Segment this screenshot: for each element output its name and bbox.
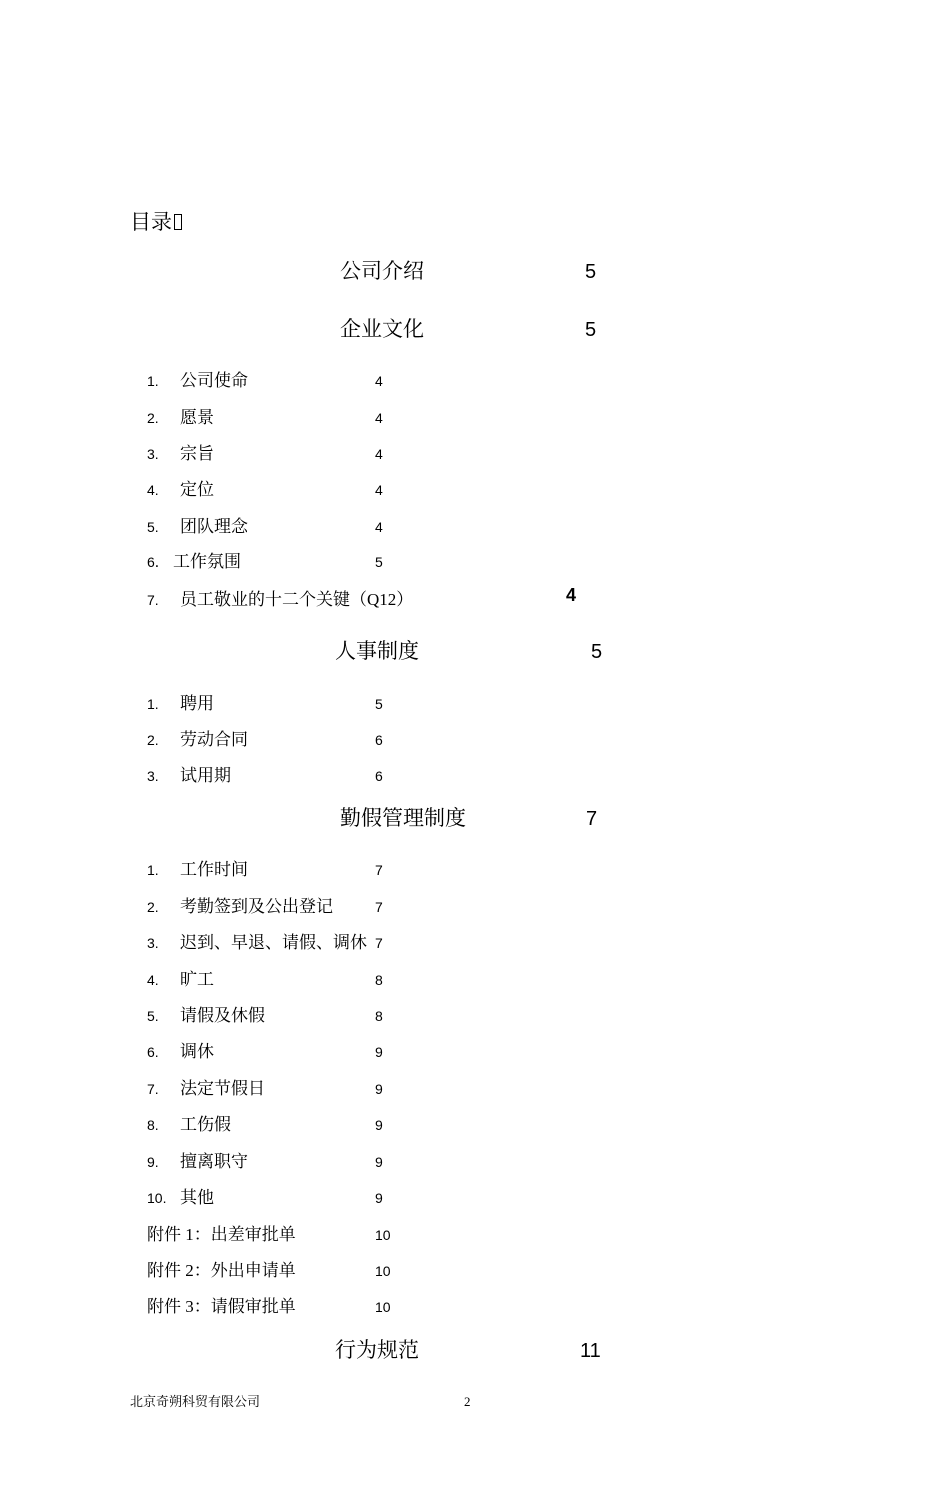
entry-page: 9 [375,1190,383,1206]
entry-label: 团队理念 [180,517,248,536]
toc-entry [0,692,950,716]
entry-page: 4 [566,585,577,605]
toc-entry [0,550,950,574]
toc-entry [0,1077,950,1101]
footer-company: 北京奇朔科贸有限公司 [130,1394,261,1409]
toc-entry [0,764,950,788]
entry-number: 3. [147,768,159,784]
toc-title-text: 目录 [130,210,172,234]
toc-entry [0,728,950,752]
section-title: 公司介绍 [340,260,424,283]
entry-number: 3. [147,935,159,951]
section-heading [0,640,950,664]
entry-label: 试用期 [180,766,231,785]
entry-number: 6． [147,554,169,570]
entry-page: 10 [375,1263,391,1279]
entry-label: 公司使命 [180,371,248,390]
toc-entry [0,1186,950,1210]
entry-label: 员工敬业的十二个关键（Q12） [180,590,414,609]
entry-page: 4 [375,373,383,389]
entry-page: 6 [375,768,383,784]
entry-number: 5. [147,1008,159,1024]
entry-label: 调休 [180,1042,214,1061]
section-heading [0,807,950,831]
entry-page: 4 [375,410,383,426]
entry-number: 4. [147,972,159,988]
entry-page: 4 [375,482,383,498]
toc-entry [0,442,950,466]
entry-number: 5. [147,519,159,535]
entry-number: 2. [147,732,159,748]
toc-entry [0,1113,950,1137]
entry-number: 3. [147,446,159,462]
entry-page: 10 [375,1299,391,1315]
entry-number: 2. [147,899,159,915]
toc-entry [0,931,950,955]
toc-entry [0,858,950,882]
section-page: 7 [586,808,598,830]
section-heading [0,260,950,284]
section-title: 企业文化 [340,318,424,341]
entry-number: 8. [147,1117,159,1133]
entry-page: 6 [375,732,383,748]
page-footer [0,1390,950,1414]
entry-page: 10 [375,1227,391,1243]
entry-label: 附件 2：外出申请单 [147,1261,296,1280]
section-page: 5 [591,641,603,663]
entry-page: 5 [375,696,383,712]
entry-label: 迟到、早退、请假、调休 [180,933,367,952]
section-title: 行为规范 [335,1339,419,1362]
entry-page: 9 [375,1154,383,1170]
entry-page: 5 [375,554,383,570]
entry-label: 法定节假日 [180,1079,265,1098]
entry-label: 工伤假 [180,1115,231,1134]
entry-number: 7. [147,1081,159,1097]
entry-page: 4 [375,446,383,462]
toc-entry [0,478,950,502]
entry-page: 7 [375,935,383,951]
entry-page: 9 [375,1044,383,1060]
entry-label: 工作氛围 [173,552,241,571]
section-heading [0,1339,950,1363]
toc-entry [0,406,950,430]
footer-page-number: 2 [464,1394,471,1409]
entry-number: 6. [147,1044,159,1060]
entry-label: 擅离职守 [180,1152,248,1171]
entry-label: 其他 [180,1188,214,1207]
section-heading [0,318,950,342]
toc-entry [0,1040,950,1064]
entry-number: 1. [147,696,159,712]
entry-label: 劳动合同 [180,730,248,749]
toc-entry [0,895,950,919]
entry-page: 8 [375,1008,383,1024]
entry-page: 9 [375,1117,383,1133]
entry-number: 1. [147,862,159,878]
section-page: 5 [585,319,597,341]
toc-entry-attachment [0,1295,950,1319]
entry-page: 4 [375,519,383,535]
missing-glyph-box [174,214,182,230]
toc-entry [0,1004,950,1028]
entry-label: 请假及休假 [180,1006,265,1025]
toc-entry [0,369,950,393]
entry-label: 附件 1：出差审批单 [147,1225,296,1244]
entry-number: 2. [147,410,159,426]
entry-page: 7 [375,899,383,915]
toc-title [130,210,182,234]
toc-entry [0,515,950,539]
entry-label: 聘用 [180,694,214,713]
entry-label: 愿景 [180,408,214,427]
entry-label: 工作时间 [180,860,248,879]
entry-label: 定位 [180,480,214,499]
entry-label: 考勤签到及公出登记 [180,897,333,916]
section-title: 勤假管理制度 [340,807,466,830]
section-page: 5 [585,261,597,283]
entry-page: 9 [375,1081,383,1097]
entry-label: 旷工 [180,970,214,989]
entry-page: 8 [375,972,383,988]
toc-entry [0,585,950,612]
entry-page: 7 [375,862,383,878]
entry-label: 宗旨 [180,444,214,463]
section-page: 11 [580,1340,601,1362]
toc-entry-attachment [0,1223,950,1247]
entry-number: 9. [147,1154,159,1170]
entry-label: 附件 3：请假审批单 [147,1297,296,1316]
toc-entry-attachment [0,1259,950,1283]
entry-number: 4. [147,482,159,498]
toc-heading-row [0,210,950,234]
entry-number: 10. [147,1190,167,1206]
section-title: 人事制度 [335,640,419,663]
entry-number: 1. [147,373,159,389]
entry-number: 7. [147,592,159,608]
toc-entry [0,968,950,992]
toc-entry [0,1150,950,1174]
